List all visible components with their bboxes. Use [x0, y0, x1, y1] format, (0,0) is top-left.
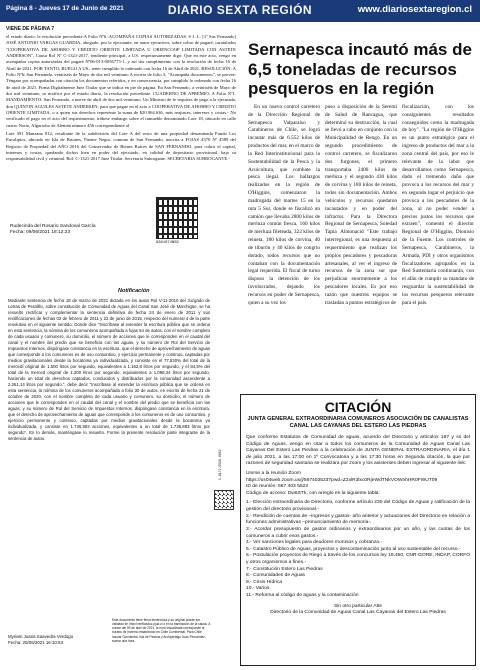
notification-vertical-code: C-6172-5556-0652 — [218, 449, 222, 480]
notification-qr-icon — [214, 490, 234, 510]
newspaper-title: DIARIO SEXTA REGIÓN — [167, 3, 313, 17]
signatory-line: Directorio de la Comunidad de Aguas Canal Las Cayanas del Estero Las Piedras — [270, 609, 446, 615]
signer-info — [10, 224, 96, 236]
agenda-item: 5.- Catastro Público de Aguas, proyectos y descontaminación junto al uso sustentable del recurso.- — [246, 546, 461, 552]
meeting-id: ID de reunión: 567 403 5523 — [246, 484, 308, 490]
newspaper-header — [0, 0, 480, 22]
notification-signature — [8, 634, 73, 646]
citation-title: CITACIÓN — [324, 399, 392, 415]
citation-intro: Que conforme Estatutos de Comunidad de aguas, acuerdo del Directorio y artículos 187 y ss del Código de Aguas, vengo en citar a todos los comuneros de la Comunidad de Aguas Canal Las Cayanas Del Estero Las Piedras a la celebración de JUNTA GENERAL EXTRAORDINARIA, el día 1 de julio 2021, a las 17:00 en 1º Convocatoria y a las 17:30 horas en Segunda citación, la que por razones de seguridad sanitaria se realizara por zoom y los asistentes deben ingresar al siguiente link: — [246, 434, 470, 467]
legal-paragraph-1: el estado diario, la resolución precedente.A Folio Nº6: ACOMPAÑA COPIAS AUTORIZADAS. S J. L. [1º Sus Fernando] JOSÉ ANTONIO VARGAS GUARDIA, abogado, por la ejecutante, en autos ejecutivos, sobre cobro de pagaré, caratulados "COOPERATIVA DE AHORRO Y CREDITO ORIENTE LIMITADA U ORIENCOOP LIMITADA CON ASTETE ANDERSON", Causa Rol Nº C-1321-2017, tendiente principal, a US. respetuosamente digo: Que en este acto, vengo en acompañar copias autorizadas del pagaré Nº06-013-0056775-1, y así dar cumplimiento con la resolución de fecha 16 de Abril de 2021. POR TANTO, RUEGO A US., tener cumplido lo ordenado con fecha 16 de Abril de 2021. RESOLUCIÓN: A Folio Nº6: San Fernando, veintiséis de Mayo de dos mil veintiuno A escrito de folio 3, "Acompaña documentos", se provee: Téngase por acompañadas con citación los documentos referidos, y en consecuencia, por cumplido lo ordenado con fecha 16 de abril de 2021. Firma Digitalmente Juez Titular que se indica en pie de página. En San Fernando, a veintiséis de Mayo de dos mil veintiuno, se notificó por el estado diario, la resolución precedente. CUADERNO DE APREMIO: A Folio Nº1. MANDAMIENTO: San Fernando, a nueve de abril de dos mil veintiuno. Un Ministro de fe requiera de pago a la ejecutada, don QUINTIN AGUILES ASTETE ANDERSEN, para que pague en el acto a COOPERATIVA DE AHORRO Y CREDITO ORIENTE LIMITADA, o a quien sus derechos represente la suma de $20.964.636, más reajustes, intereses y costas.- No verificado el pago en el acto del requerimiento, trábese embargo sobre el inmueble denominado Lote 18, ubicado en calle cuatro Norte, Algarrobo de Alemán número 456 correspondiente al — [6, 34, 236, 128]
signature-block — [6, 193, 236, 278]
citation-body — [246, 435, 470, 600]
article-column-1: En un nuevo control carretero de la Dirección Regional de Sernapesca Valparaíso y Carabineros de Chile, se logró incautar más de 6.552 kilos de productos del mar, en el marco de la Red Interinstitucional para la Sustentabilidad de la Pesca y la Acuicultura, que combate la pesca ilegal. Los hallazgos realizados en la región de O'Higgins, comenzaron la madrugada del martes 15 en la ruta 5 Sur, donde se fiscalizó un camión que llevaba 2800 kilos de merluza común fresca, 160 kilos de merluza fileteada, 322 kilos de reineta, 180 kilos de corvina, 40 de tiburón y 40 kilos de congrio dorado, todos recursos que no contaban con la documentación legal requerida. El fiscal de turno dispuso la detención de los involucrados, dejando los recursos en poder de Sernapesca, quien a su vez los — [248, 104, 320, 306]
citation-box — [240, 394, 476, 666]
article-column-3: fiscalización, con los consiguientes resultados conseguidos como la madrugada de hoy". "La región de O'Higgins es un punto estratégico para el ingreso de productos del mar a la zona central del país, por eso le relevante de la labor que desarrollamos como Sernapesca, dado el tremendo daño que provoca a los recursos del mar y en segundo lugar el perjuicio que provoca a los pescadores de la zona, al no poder vender a precios justos los recursos que extraen", comentó el director Regional de O'Higgins, Dionisio de la Fuente. Los controles de Sernapesca, Carabineros, la Armada, PDI y otros organismos fiscalizadores agrupados en la Red Sustentaria continuarán, con el afán de cumplir su mandato de resguardar la sustentabilidad de los recursos pesqueros relevante para el país. — [402, 104, 474, 306]
article-headline: Sernapesca incautó más de 6,5 toneladas de recursos pesqueros en la región — [248, 40, 472, 99]
zoom-link[interactable]: https://us04web.zoom.us/j/5674035237pwd=Z2xlR3lxc0RjeWdTNkVOWnhHR0FWUT09 — [246, 477, 438, 483]
qr-code-icon — [156, 197, 198, 239]
signer-name: Rudecinda del Rosario Sandoval García — [10, 224, 96, 229]
agenda-item: 1.- Elección extraordinaria de Directorio, conforme artículo 230 del Código de Aguas y ratificación de la gestión del directorio provisional.- — [246, 500, 470, 513]
agenda-list — [246, 500, 470, 599]
access-code: Código de acceso: Dw6STk, con arreglo en la siguiente tabla: — [246, 490, 380, 496]
agenda-item: 3.- Acordar presupuesto de gastos ordinarios y extraordinarios por un año, y las cuotas de los comuneros a cubrir esos gastos.- — [246, 526, 470, 539]
article-column-2: puso a disposición de la Seremi de Salud de Rancagua, que determinó su destrucción, la cual se llevó a cabo en conjunto con la Municipalidad de Rengo. En un segundo procedimiento de control carretero, se fiscalizaron dos furgones, el primero transportaba 2400 kilos de merluza y el segundo 430 kilos de corvina y 180 kilos de reineta, todos sin documentación. Ambos vehículos y recursos quedaron incautados y en poder del infractor. Para la Directora Regional de Sernapesca, Soledad Tapia Almonacid "Este trabajo interregional, es una respuesta al requerimiento que realizan los propios pescadores y pescadoras artesanales, al ver el ingreso de recursos de la zona sur que perjudican enormemente a los pescadores locales. Es por eso razón que nuestros equipos se trasladan a puntos estratégicos de — [325, 104, 397, 306]
citation-subtitle: JUNTA GENERAL EXTRAORDINARIA COMUNEROS ASOCIACIÓN DE CANALISTAS CANAL LAS CAYANAS DEL ESTERO LAS PIEDRAS — [247, 416, 469, 429]
page-date: Página 8 - Jueves 17 de Junio de 2021 — [6, 5, 124, 12]
legal-notice — [6, 34, 236, 163]
notification-body: Mediante sentencia de fecha 18 de marzo de 2021 dictada en los autos Rol V-11-2010 del Juzgado de Letras de Peralillo, sobre constitución de Comunidad de Aguas del Canal San José de Marchigüe, se ha resuelto rectificar y complementar la sentencia definitiva de fecha 24 de enero de 2011 y sus rectificaciones de fechas 02 de febrero de 2011 y 22 de junio de 2015, respecto del numeral 4 de la parte resolutiva en el siguiente sentido: Donde dice "Inscríbase al extender la escritura pública que se ordena en esta sentencia, la nómina de los comuneros acompañada a fojas 54 de autos, con el nombre completo de cada usuario y comunero, su domicilio, el número de acciones que le corresponden en el caudal del canal y el nombre del predio que se beneficia con las aguas, y su número de Rol del Servicio de Impuestos Internos, dispóngase constancia en la escritura, que el derecho de aprovechamiento de aguas que corresponde a los comuneros es de uso consuntivo, y ejercicio permanente y continuo, captadas por medios gravitacionales desde la bocatoma ya individualizada, y consiste en el 77,530% del total de la mercedí original de 1.500 litros por segundo, equivalentes a 1.162,8 litros por segundo, y el 84,5% del total de la merced original de 1.300 litros por segundo, equivalentes a 1.098,34 litros por segundo, haciendo un total de derechos captados, conducidos y distribuidos por la comunidad ascendente a 2.261,14 litros por segundo.", debe decir "Inscríbase al extender la escritura pública que se ordena en esta sentencia, la nómina de los comuneros acompañada a folio 30 de autos, en escrito de fecha 21 de octubre de 2020, con el nombre completo de cada usuario y comunero, su domicilio, el número de acciones que le corresponden en el caudal del canal y el nombre del predio que se beneficia con las aguas, y su número de Rol del Servicio de Impuestos Internos, dispóngase constancia en la escritura, que el derecho de aprovechamiento de aguas que corresponde a los comuneros es de uso consuntivo, y ejercicio permanente y continuo, captadas por medios gravitacionales desde la bocatoma ya individualizada, y consiste en 1.736,883 acciones, equivalentes a un total de 1.736,883 litros por segundo". En lo demás, manténgase lo resuelto. Forme la presente resolución parte integrante de la sentencia de autos. — [8, 298, 210, 442]
notification-title: Notificación — [118, 288, 150, 294]
signature-date: Fecha: 09/06/2021 18:12:23 — [10, 230, 71, 236]
citation-footer — [246, 604, 470, 617]
continued-label: VIENE DE PÁGINA 7 — [6, 26, 55, 32]
notification-signer: Myriam Juana Saavedra Verdugo — [8, 634, 74, 639]
zoom-intro: Unirse a la reunión Zoom — [246, 471, 301, 477]
verification-code: 6361074N5D — [156, 241, 179, 245]
agenda-item: 8.- Comunidades de Aguas — [246, 573, 305, 579]
agenda-item: 7.- Constitución Estero Las Piedras — [246, 566, 323, 572]
agenda-item: 9.- Crisis Hídrica — [246, 579, 283, 585]
agenda-item: 4.- Ver sanciones legales para deudores morosos y cobranza.- — [246, 540, 382, 546]
closing-line: Sin otro particular Atte — [333, 603, 383, 609]
notification-fine-print: Este documento tiene firma electrónica y su original puede ser validado en http://verificadoc.pjud.cl o en la tramitación de la causa. A contar del 09 de abril de 2021, la hora visualizada corresponde al horario de invierno establecido en Chile Continental. Para Chile Insular Occidental, Isla de Pascua y Archipiélago Juan Fernández, sumar una hora. — [112, 618, 211, 643]
agenda-item: 6.- Postulación proyectos de Riego a través de los concursos ley 18.450, CNR-GORE, INDAP, CORFO y otros organismos a fines.- — [246, 553, 470, 565]
website-link[interactable]: www.diariosextaregion.cl — [357, 4, 472, 15]
agenda-item: 10.- Varios. — [246, 586, 271, 592]
agenda-item: 2.- Rendición de cuentas de –ingresos y gastos- año anterior y actuaciones del Directorio en relación a funciones administrativas –pronunciamiento de memoria-. — [246, 513, 470, 526]
agenda-item: 11.- Reforma al código de aguas y la contaminación — [246, 592, 359, 598]
notification-date: Fecha: 25/06/2021 16:10:53 — [8, 639, 63, 645]
legal-paragraph-2: Lote 391 Manzana 812, resultante de la subdivisión del Lote A del resto de una propiedad denominada Fundo Los Encalipios, ubicado en Isla de Briones, Puente Negro, comuna de San Fernando, inscrita a FOJAS 4370 Nº 4589 del Registro de Propiedad del AÑO 2016 del Conservador de Bienes Raíces de SAN FERNANDO, para cubrir el capital, intereses y costas, quedando dichos bien en poder del ejecutado, en calidad de depositario provisional, bajo su responsabilidad civil y criminal. Rol: C-1321-2017 Juez Titular. Secretaria Subrogante. SECRETARIA SUBROGANTE.- — [6, 130, 236, 162]
